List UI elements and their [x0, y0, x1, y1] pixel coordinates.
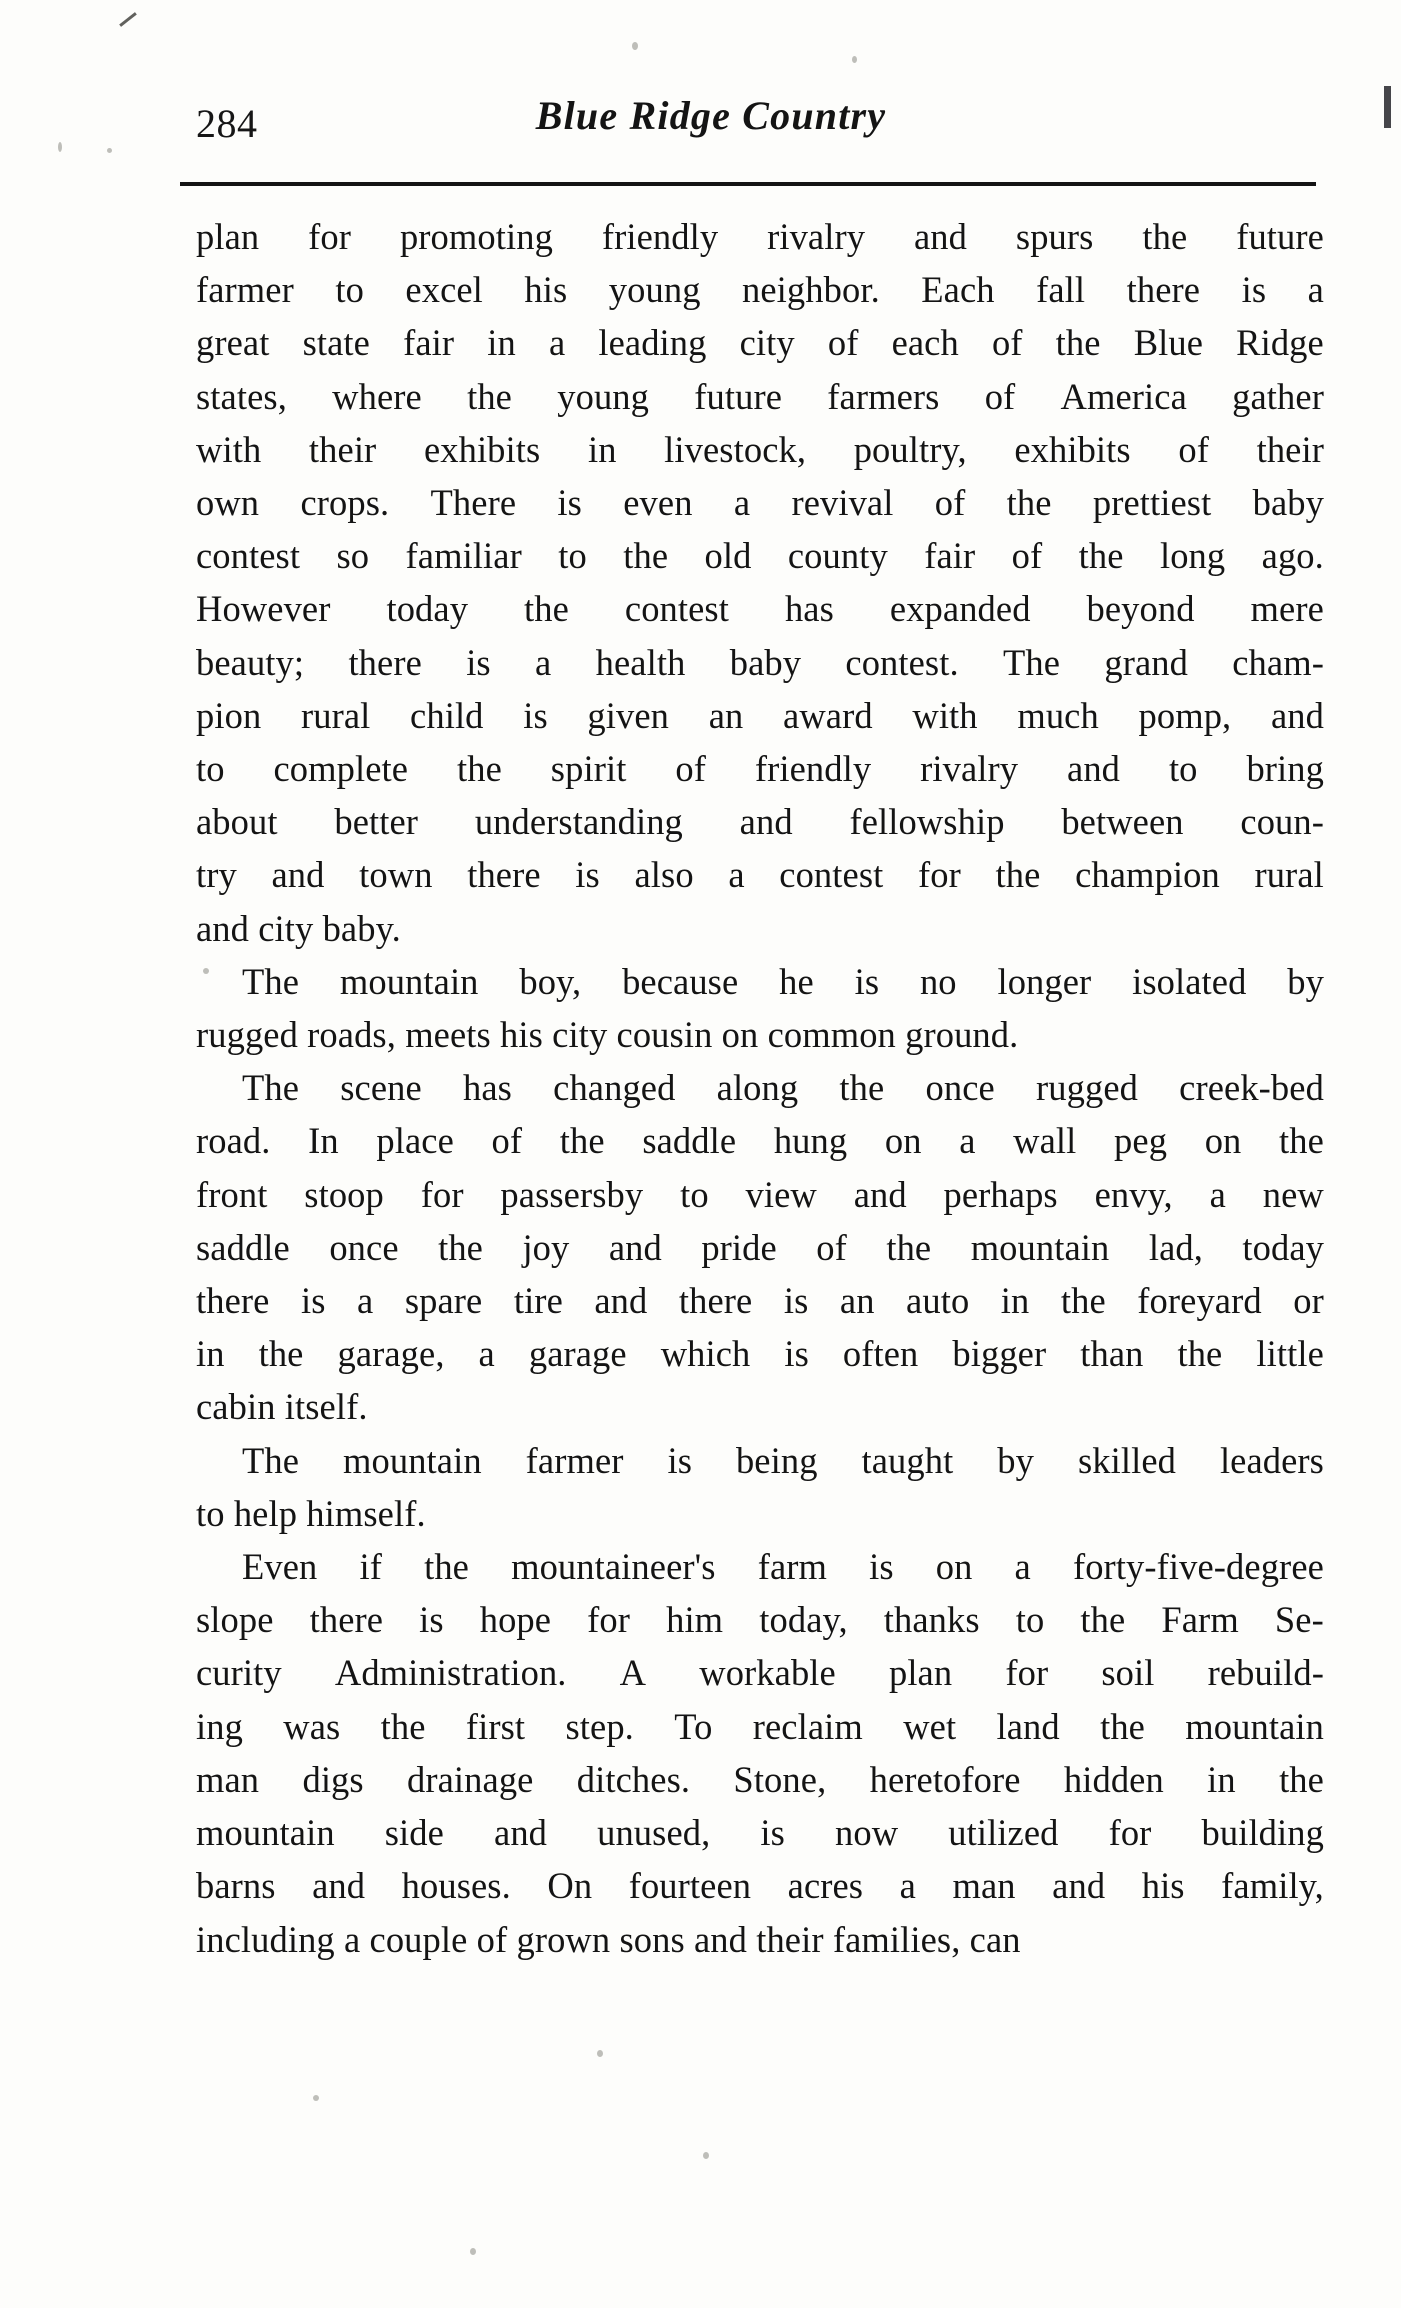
scan-artifact-tick [119, 12, 137, 27]
text-line: about better understanding and fellowship between coun- [196, 801, 1324, 843]
paragraph [196, 1540, 1324, 1966]
scan-speck [632, 42, 638, 50]
scan-speck [852, 56, 857, 63]
text-line: plan for promoting friendly rivalry and spurs the future [196, 216, 1324, 257]
text-line: farmer to excel his young neighbor. Each fall there is a [196, 269, 1324, 311]
text-line: cabin itself. [196, 1386, 368, 1428]
text-line: great state fair in a leading city of each of the Blue Ridge [196, 322, 1324, 364]
text-line: beauty; there is a health baby contest. The grand cham- [196, 641, 1324, 683]
header-rule [180, 182, 1316, 186]
scan-speck [107, 148, 112, 153]
text-line: ing was the first step. To reclaim wet land the mountain [196, 1705, 1324, 1747]
text-line: front stoop for passersby to view and perhaps envy, a new [196, 1173, 1324, 1215]
paragraph [196, 955, 1324, 1061]
text-line: try and town there is also a contest for the champion rural [196, 854, 1324, 896]
scan-speck [597, 2050, 603, 2057]
text-line: pion rural child is given an award with much pomp, and [196, 694, 1324, 736]
text-line: Even if the mountaineer's farm is on a forty-five-degree [242, 1546, 1324, 1588]
text-line: The mountain boy, because he is no longer isolated by [242, 960, 1324, 1002]
paragraph [196, 1061, 1324, 1433]
scan-speck [470, 2248, 476, 2255]
text-line: curity Administration. A workable plan for soil rebuild- [196, 1652, 1324, 1694]
text-line: man digs drainage ditches. Stone, heretofore hidden in the [196, 1758, 1324, 1800]
text-line: road. In place of the saddle hung on a wall peg on the [196, 1120, 1324, 1162]
text-line: states, where the young future farmers of America gather [196, 375, 1324, 417]
scan-speck [313, 2095, 319, 2101]
paragraph [196, 210, 1324, 955]
scan-artifact-edge-bar [1384, 86, 1391, 128]
text-line: there is a spare tire and there is an auto in the foreyard or [196, 1280, 1324, 1322]
text-line: including a couple of grown sons and their families, can [196, 1918, 1021, 1960]
text-line: in the garage, a garage which is often bigger than the little [196, 1333, 1324, 1375]
paragraph [196, 1434, 1324, 1540]
text-line: rugged roads, meets his city cousin on common ground. [196, 1014, 1019, 1056]
text-line: slope there is hope for him today, thanks to the Farm Se- [196, 1599, 1324, 1641]
text-line: contest so familiar to the old county fair of the long ago. [196, 535, 1324, 577]
page-number: 284 [196, 101, 258, 146]
page-header [196, 92, 1316, 158]
running-title: Blue Ridge Country [535, 93, 887, 138]
text-line: to help himself. [196, 1492, 426, 1534]
text-line: However today the contest has expanded beyond mere [196, 588, 1324, 630]
text-line: mountain side and unused, is now utilized for building [196, 1812, 1324, 1854]
text-line: and city baby. [196, 907, 401, 949]
text-line: saddle once the joy and pride of the mountain lad, today [196, 1226, 1324, 1268]
text-line: with their exhibits in livestock, poultry, exhibits of their [196, 428, 1324, 470]
page-body-text [196, 210, 1324, 1966]
text-line: The mountain farmer is being taught by skilled leaders [242, 1439, 1324, 1481]
scan-speck [58, 142, 62, 152]
text-line: own crops. There is even a revival of the prettiest baby [196, 482, 1324, 524]
scan-speck [703, 2152, 709, 2159]
text-line: barns and houses. On fourteen acres a man and his family, [196, 1865, 1324, 1907]
text-line: The scene has changed along the once rugged creek-bed [242, 1067, 1324, 1109]
text-line: to complete the spirit of friendly rivalry and to bring [196, 748, 1324, 790]
